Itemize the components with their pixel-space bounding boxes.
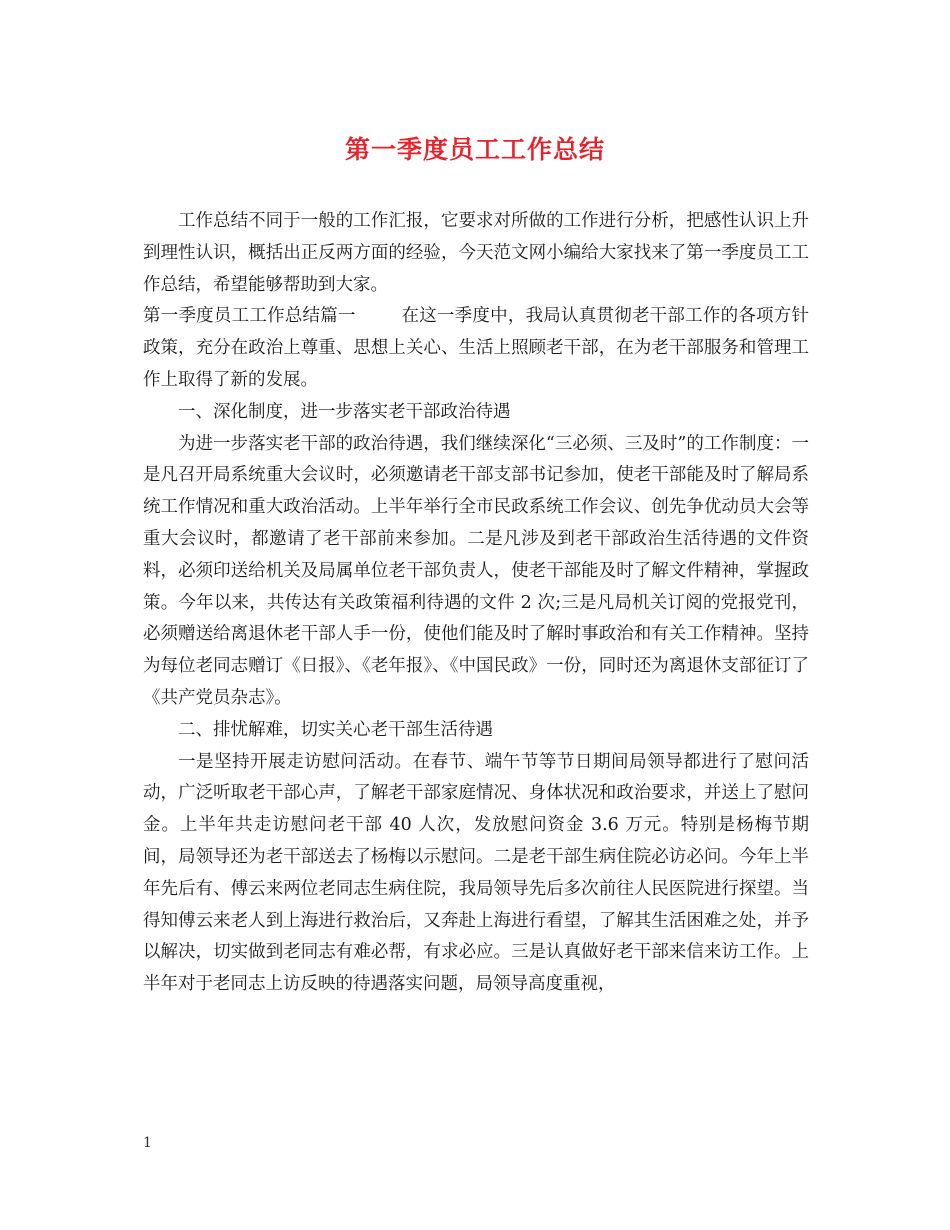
document-title: 第一季度员工工作总结: [344, 135, 605, 164]
heading-political-treatment: 一、深化制度，进一步落实老干部政治待遇: [178, 401, 511, 422]
living-treatment-paragraph: 一是坚持开展走访慰问活动。在春节、端午节等节日期间局领导都进行了慰问活动，广泛听取老干部心声，了解老干部家庭情况、身体状况和政治要求，并送上了慰问金。上半年共走访慰问老干部 40 人次，发放慰问资金 3.6 万元。特别是杨梅节期间，局领导还为老干部送去了杨梅以示慰问。二是老干部生病住院必访必问。今年上半年先后有、傅云来两位老同志生病住院，我局领导先后多次前往人民医院进行探望。当得知傅云来老人到上海进行救治后，又奔赴上海进行看望，了解其生活困难之处，并予以解决，切实做到老同志有难必帮，有求必应。三是认真做好老干部来信来访工作。上半年对于老同志上访反映的待遇落实问题，局领导高度重视，: [143, 751, 809, 995]
political-treatment-paragraph: 为进一步落实老干部的政治待遇，我们继续深化“三必须、三及时”的工作制度：一是凡召开局系统重大会议时，必须邀请老干部支部书记参加，使老干部能及时了解局系统工作情况和重大政治活动。上半年举行全市民政系统工作会议、创先争优动员大会等重大会议时，都邀请了老干部前来参加。二是凡涉及到老干部政治生活待遇的文件资料，必须印送给机关及局属单位老干部负责人，使老干部能及时了解文件精神，掌握政策。今年以来，共传达有关政策福利待遇的文件 2 次;三是凡局机关订阅的党报党刊，必须赠送给离退休老干部人手一份，使他们能及时了解时事政治和有关工作精神。坚持为每位老同志赠订《日报》、《老年报》、《中国民政》一份，同时还为离退休支部征订了《共产党员杂志》。: [143, 433, 809, 708]
section-heading: 第一季度员工工作总结篇一: [143, 306, 356, 327]
document-body: [143, 206, 809, 1001]
section-paragraph: [143, 301, 809, 396]
heading-living-treatment: 二、排忧解难，切实关心老干部生活待遇: [178, 719, 493, 740]
page-number: 1: [143, 1135, 152, 1151]
intro-paragraph: 工作总结不同于一般的工作汇报，它要求对所做的工作进行分析，把感性认识上升到理性认识，概括出正反两方面的经验，今天范文网小编给大家找来了第一季度员工工作总结，希望能够帮助到大家。: [143, 211, 809, 295]
section-intro-text: 在这一季度中，我局认真贯彻老干部工作的各项方针政策，充分在政治上尊重、思想上关心、生活上照顾老干部，在为老干部服务和管理工作上取得了新的发展。: [143, 306, 810, 390]
